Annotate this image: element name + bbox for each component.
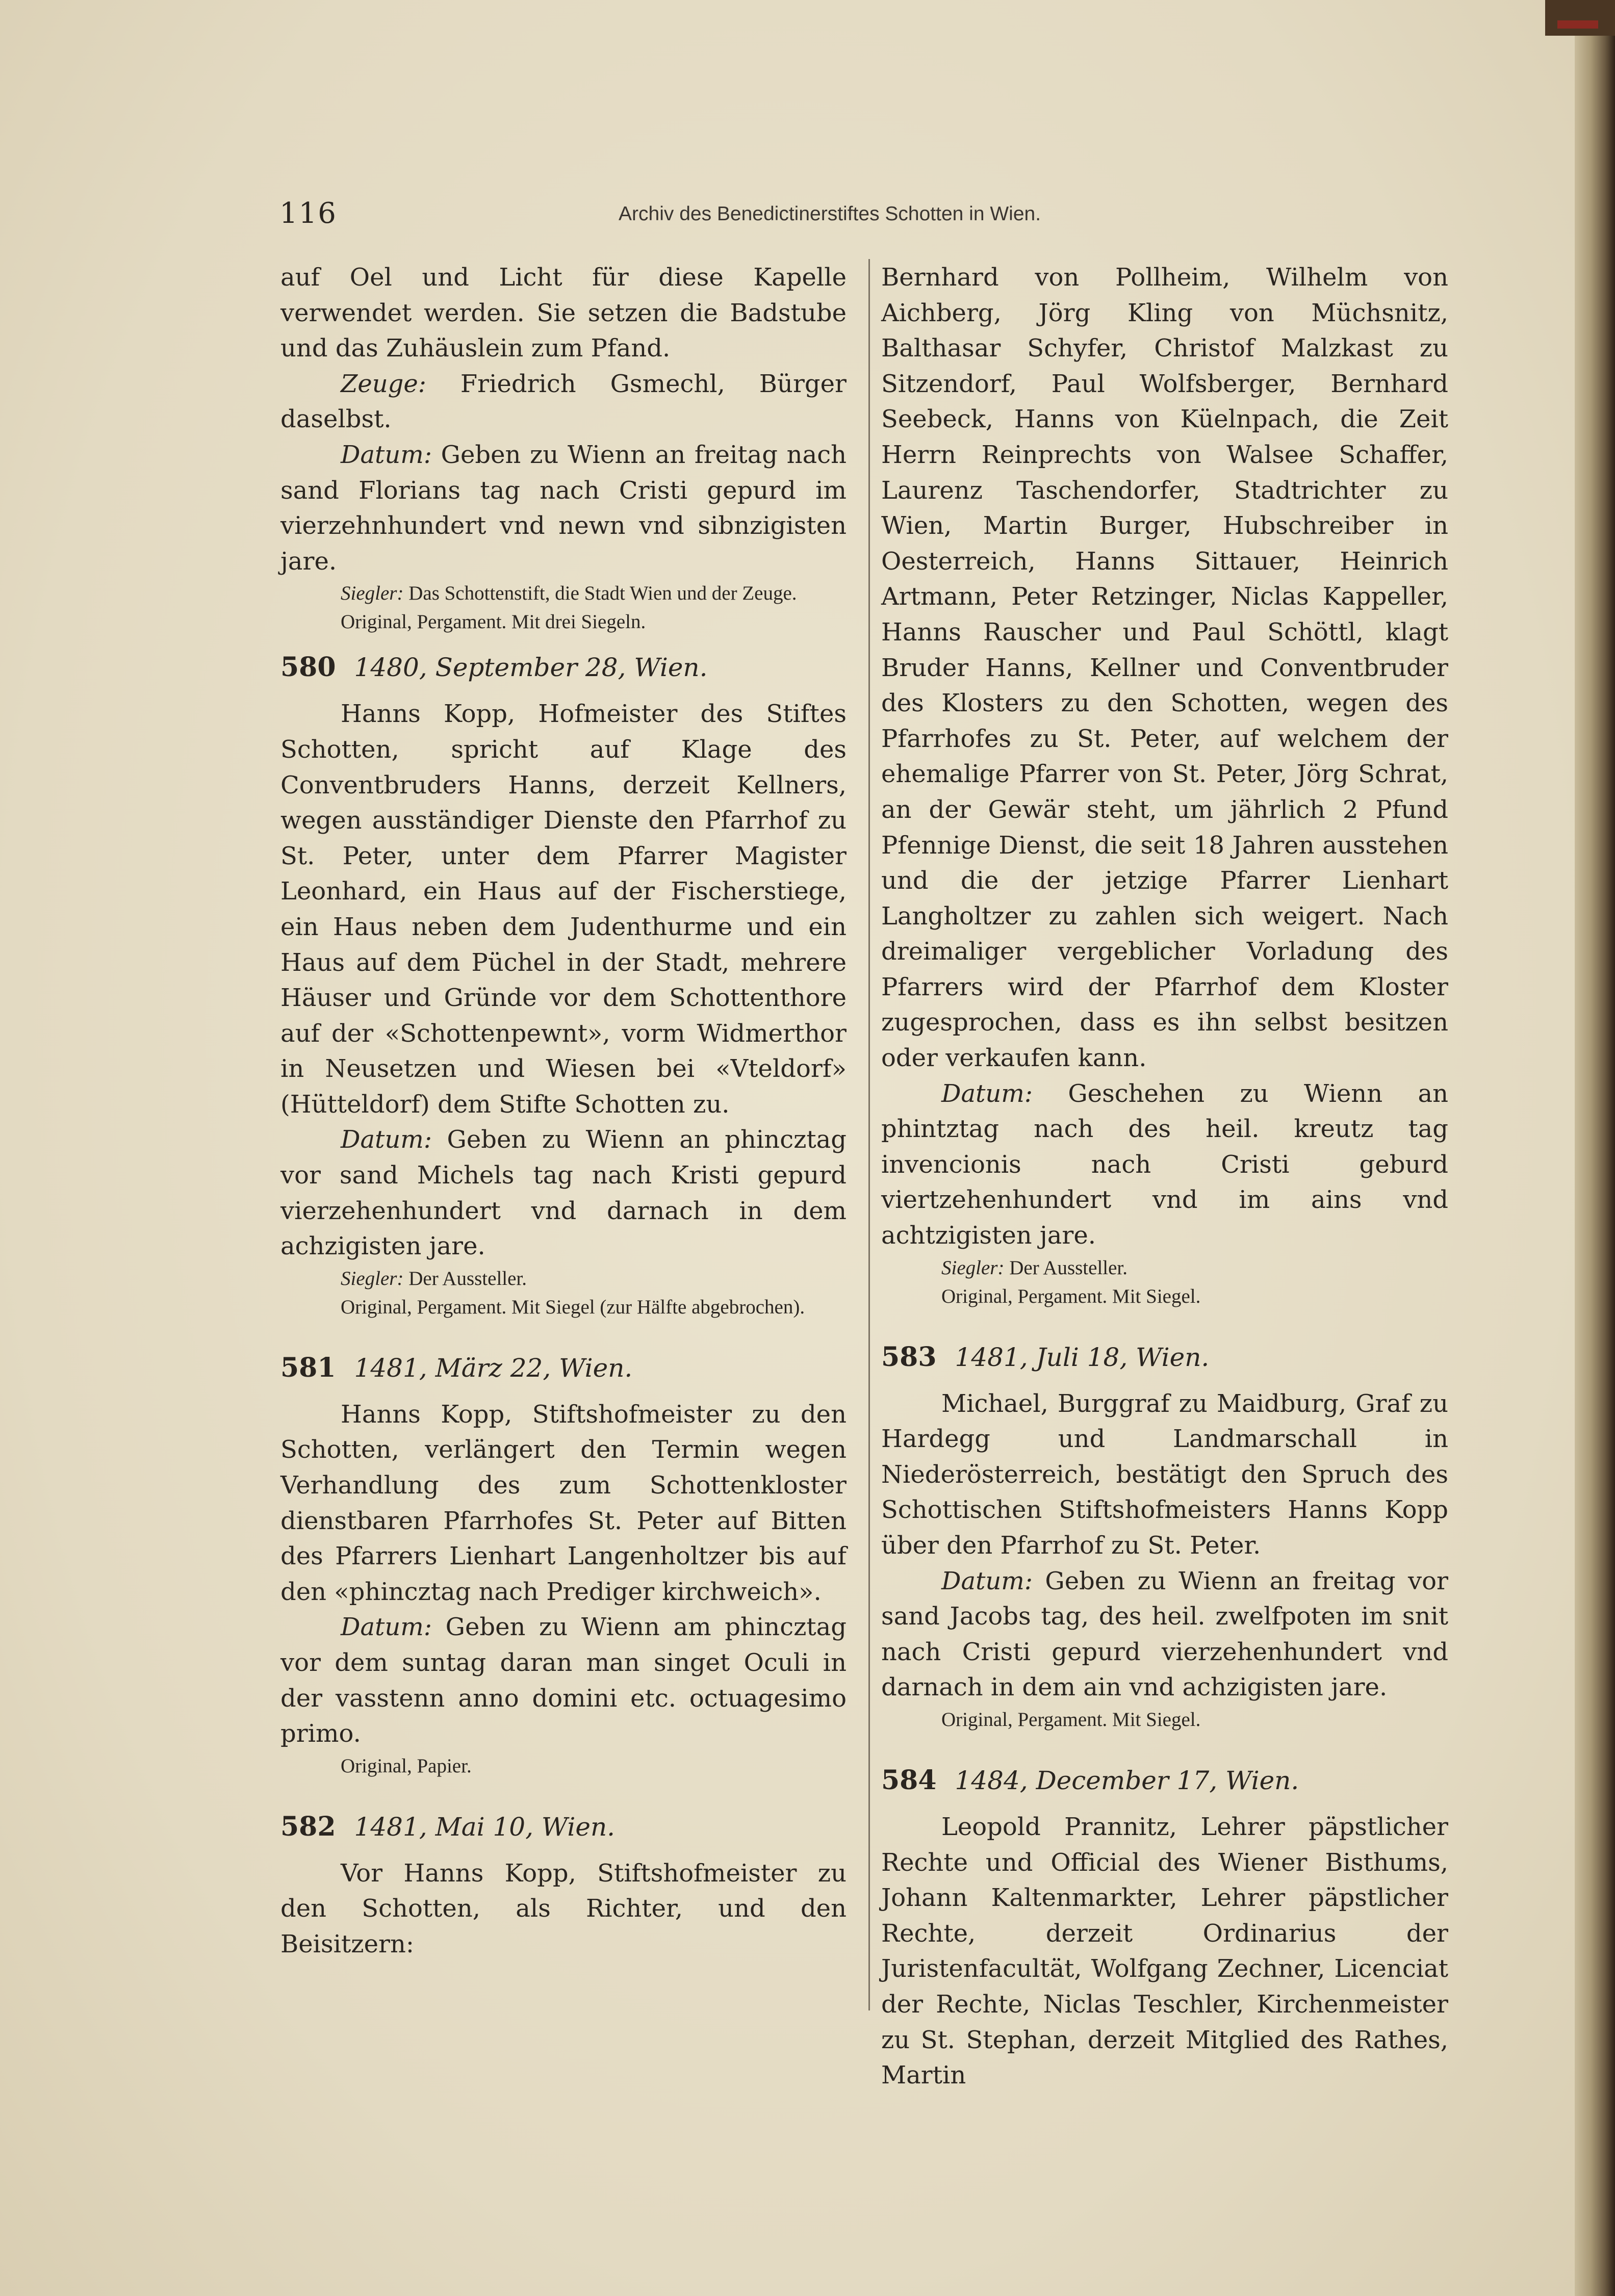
intro-text: auf Oel und Licht für diese Kapelle verwendet werden. Sie setzen die Badstube und das Zuhäuslein zum Pfand.: [280, 263, 847, 363]
page-number: 116: [279, 197, 337, 230]
entry-number: 582: [280, 1811, 336, 1842]
datum-text: Geben zu Wienn an freitag vor sand Jacobs tag, des heil. zwelfpoten im snit nach Cristi gepurd vierzehenhundert vnd darnach in dem ain vnd achzigisten jare.: [881, 1566, 1448, 1702]
entry-date: 1480, September 28, Wien.: [354, 653, 708, 683]
entry-datum-582: [881, 1076, 1448, 1254]
entry-heading-584: [881, 1763, 1448, 1798]
siegler-label: Siegler:: [941, 1256, 1005, 1279]
datum-text: Geben zu Wienn an freitag nach sand Florians tag nach Cristi gepurd im vierzehnhundert vnd newn vnd sibnzigisten jare.: [280, 440, 847, 576]
entry-body-584: Leopold Prannitz, Lehrer päpstlicher Rechte und Official des Wiener Bisthums, Johann Kaltenmarkter, Lehrer päpstlicher Rechte, derzeit Ordinarius der Juristenfacultät, Wolfgang Zechner, Licenciat der Rechte, Niclas Teschler, Kirchenmeister zu St. Stephan, derzeit Mitglied des Rathes, Martin: [881, 1812, 1448, 2090]
entry-siegler-582: [881, 1254, 1448, 1282]
entry-heading-582: [280, 1809, 847, 1845]
siegler-text: Das Schottenstift, die Stadt Wien und der Zeuge.: [403, 582, 797, 605]
entry-heading-581: [280, 1350, 847, 1386]
binding-corner: [1545, 0, 1615, 36]
datum-label: Datum:: [941, 1566, 1033, 1595]
siegler-text: Der Aussteller.: [403, 1267, 527, 1289]
entry-original-583: Original, Pergament. Mit Siegel.: [941, 1708, 1201, 1731]
running-head-title: Archiv des Benedictinerstiftes Schotten in Wien.: [619, 203, 1041, 225]
intro-datum: [280, 437, 847, 579]
entry-body-583: Michael, Burggraf zu Maidburg, Graf zu Hardegg und Landmarschall in Niederösterreich, bestätigt den Spruch des Schottischen Stiftshofmeisters Hanns Kopp über den Pfarrhof zu St. Peter.: [881, 1389, 1448, 1560]
entry-datum-580: [280, 1122, 847, 1264]
datum-label: Datum:: [341, 1613, 432, 1642]
page-edge: [1575, 0, 1615, 2296]
datum-text: Geben zu Wienn an phincztag vor sand Michels tag nach Kristi gepurd vierzehenhundert vnd darnach in dem achzigisten jare.: [280, 1125, 847, 1261]
left-column: [280, 260, 847, 1963]
entry-body-580: Hanns Kopp, Hofmeister des Stiftes Schotten, spricht auf Klage des Conventbruders Hanns, derzeit Kellners, wegen ausständiger Dienste den Pfarrhof zu St. Peter, unter dem Pfarrer Magister Leonhard, ein Haus auf der Fischerstiege, ein Haus neben dem Judenthurme und ein Haus auf dem Püchel in der Stadt, mehrere Häuser und Gründe vor dem Schottenthore auf der «Schottenpewnt», vorm Widmerthor in Neusetzen und Wiesen bei «Vteldorf» (Hütteldorf) dem Stifte Schotten zu.: [280, 700, 847, 1119]
right-column: [881, 260, 1448, 2094]
entry-number: 580: [280, 652, 336, 683]
entry-date: 1484, December 17, Wien.: [955, 1765, 1299, 1795]
entry-body-581: Hanns Kopp, Stiftshofmeister zu den Schotten, verlängert den Termin wegen Verhandlung des zum Schottenkloster dienstbaren Pfarrhofes St. Peter auf Bitten des Pfarrers Lienhart Langenholtzer bis auf den «phincztag nach Prediger kirchweich».: [280, 1400, 847, 1606]
intro-siegler: [280, 579, 847, 608]
entry-date: 1481, Juli 18, Wien.: [955, 1342, 1210, 1372]
entry-date: 1481, März 22, Wien.: [354, 1353, 633, 1383]
entry-number: 581: [280, 1352, 336, 1383]
entry-date: 1481, Mai 10, Wien.: [354, 1812, 616, 1842]
entry-siegler-580: [280, 1265, 847, 1293]
entry-original-581: Original, Papier.: [341, 1755, 472, 1777]
siegler-label: Siegler:: [341, 1267, 404, 1289]
entry-original-582: Original, Pergament. Mit Siegel.: [941, 1285, 1201, 1307]
column-divider: [868, 259, 870, 2010]
entry-original-580: Original, Pergament. Mit Siegel (zur Hälfte abgebrochen).: [341, 1296, 805, 1318]
entry-datum-583: [881, 1564, 1448, 1706]
datum-label: Datum:: [341, 1125, 432, 1154]
running-head: [279, 197, 1126, 238]
siegler-label: Siegler:: [341, 582, 404, 605]
datum-label: Datum:: [941, 1079, 1033, 1108]
entry-body-582: Vor Hanns Kopp, Stiftshofmeister zu den Schotten, als Richter, und den Beisitzern:: [280, 1859, 847, 1958]
entry-datum-581: [280, 1610, 847, 1751]
siegler-text: Der Aussteller.: [1004, 1256, 1128, 1279]
zeuge-label: Zeuge:: [341, 369, 426, 398]
datum-text: Geschehen zu Wienn an phintztag nach des heil. kreutz tag invencionis nach Cristi geburd viertzehenhundert vnd im ains vnd achtzigisten jare.: [881, 1079, 1448, 1250]
intro-zeuge: [280, 367, 847, 437]
entry-heading-583: [881, 1339, 1448, 1375]
datum-text: Geben zu Wienn am phincztag vor dem suntag daran man singet Oculi in der vasstenn anno domini etc. octuagesimo primo.: [280, 1613, 847, 1748]
zeuge-text: Friedrich Gsmechl, Bürger daselbst.: [280, 369, 847, 434]
datum-label: Datum:: [341, 440, 432, 469]
entry-number: 583: [881, 1341, 937, 1373]
intro-original: Original, Pergament. Mit drei Siegeln.: [341, 611, 646, 633]
entry-number: 584: [881, 1764, 937, 1796]
entry-body-582-cont: Bernhard von Pollheim, Wilhelm von Aichberg, Jörg Kling von Müchsnitz, Balthasar Schyfer, Christof Malzkast zu Sitzendorf, Paul Wolfsberger, Bernhard Seebeck, Hanns von Küelnpach, die Zeit Herrn Reinprechts von Walsee Schaffer, Laurenz Taschendorfer, Stadtrichter zu Wien, Martin Burger, Hubschreiber in Oesterreich, Hanns Sittauer, Heinrich Artmann, Peter Retzinger, Niclas Kappeller, Hanns Rauscher und Paul Schöttl, klagt Bruder Hanns, Kellner und Conventbruder des Klosters zu den Schotten, wegen des Pfarrhofes zu St. Peter, auf welchem der ehemalige Pfarrer von St. Peter, Jörg Schrat, an der Gewär steht, um jährlich 2 Pfund Pfennige Dienst, die seit 18 Jahren ausstehen und die der jetzige Pfarrer Lienhart Langholtzer zu zahlen sich weigert. Nach dreimaliger vergeblicher Vorladung des Pfarrers wird der Pfarrhof dem Kloster zugesprochen, dass es ihn selbst besitzen oder verkaufen kann.: [881, 263, 1448, 1073]
entry-heading-580: [280, 650, 847, 685]
